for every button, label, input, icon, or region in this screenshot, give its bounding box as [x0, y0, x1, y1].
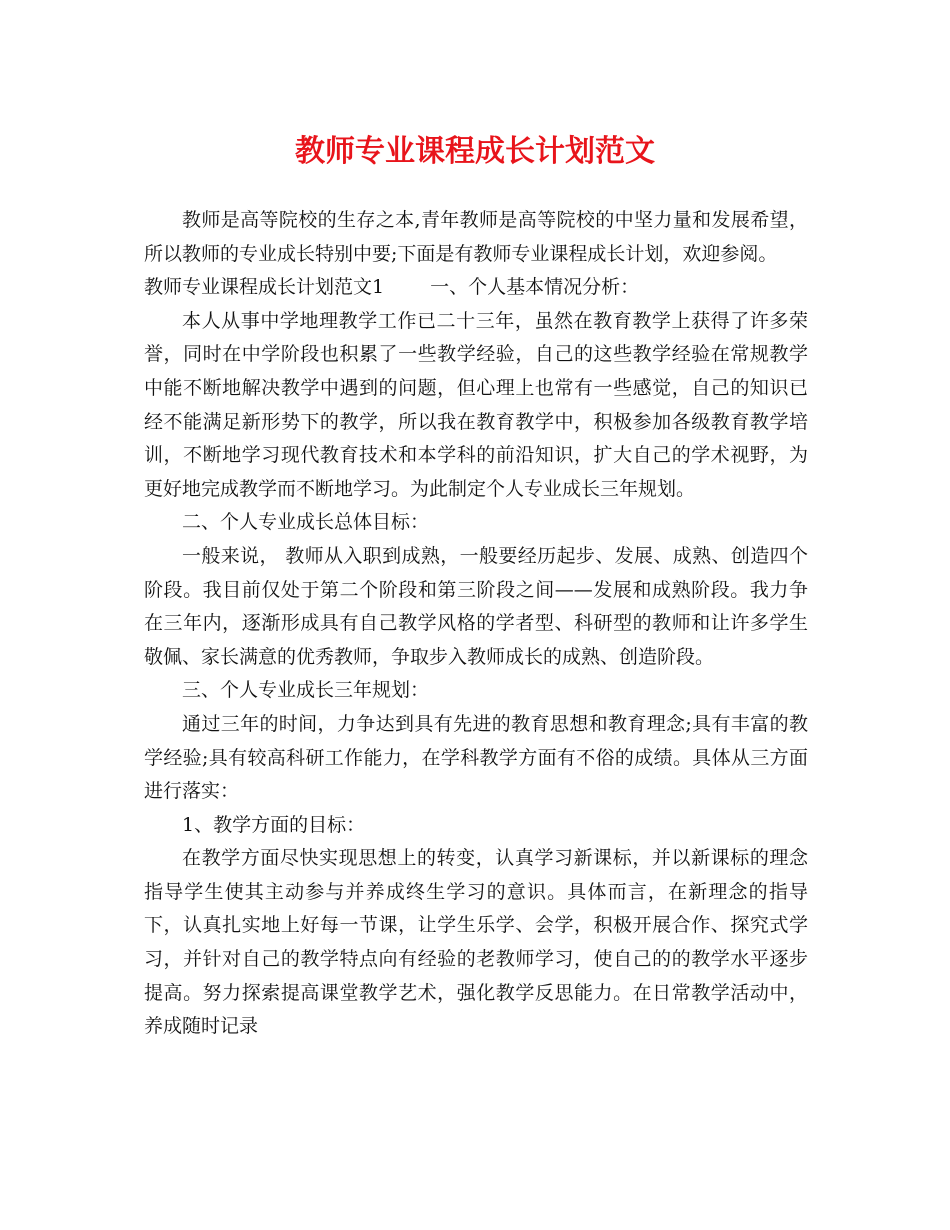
section-three-heading: 三、个人专业成长三年规划： [182, 679, 430, 702]
document-title: 教师专业课程成长计划范文 [295, 134, 655, 169]
subheading-line [144, 271, 808, 305]
three-year-plan-paragraph: 通过三年的时间，力争达到具有先进的教育思想和教育理念;具有丰富的教学经验;具有较高科研工作能力，在学科教学方面有不俗的成绩。具体从三方面进行落实： [144, 712, 808, 803]
section-two-heading: 二、个人专业成长总体目标： [182, 511, 430, 534]
teaching-goal-heading: 1、教学方面的目标： [182, 813, 366, 836]
intro-paragraph: 教师是高等院校的生存之本,青年教师是高等院校的中坚力量和发展希望，所以教师的专业成长特别中要;下面是有教师专业课程成长计划，欢迎参阅。 [144, 209, 808, 265]
teaching-goal-paragraph: 在教学方面尽快实现思想上的转变，认真学习新课标，并以新课标的理念指导学生使其主动参与并养成终生学习的意识。具体而言，在新理念的指导下，认真扎实地上好每一节课，让学生乐学、会学，积极开展合作、探究式学习，并针对自己的教学特点向有经验的老教师学习，使自己的的教学水平逐步提高。努力探索提高课堂教学艺术，强化教学反思能力。在日常教学活动中，养成随时记录 [144, 847, 808, 1038]
sample-heading: 教师专业课程成长计划范文1 [144, 276, 385, 299]
overall-goal-paragraph: 一般来说， 教师从入职到成熟，一般要经历起步、发展、成熟、创造四个阶段。我目前仅处于第二个阶段和第三阶段之间——发展和成熟阶段。我力争在三年内，逐渐形成具有自己教学风格的学者型、科研型的教师和让许多学生敬佩、家长满意的优秀教师，争取步入教师成长的成熟、创造阶段。 [144, 544, 808, 668]
section-one-heading: 一、个人基本情况分析： [430, 276, 640, 299]
basic-situation-paragraph: 本人从事中学地理教学工作已二十三年，虽然在教育教学上获得了许多荣誉，同时在中学阶段也积累了一些教学经验，自己的这些教学经验在常规教学中能不断地解决教学中遇到的问题，但心理上也常有一些感觉，自己的知识已经不能满足新形势下的教学，所以我在教育教学中，积极参加各级教育教学培训，不断地学习现代教育技术和本学科的前沿知识，扩大自己的学术视野，为更好地完成教学而不断地学习。为此制定个人专业成长三年规划。 [144, 309, 808, 500]
document-body [144, 204, 808, 1044]
